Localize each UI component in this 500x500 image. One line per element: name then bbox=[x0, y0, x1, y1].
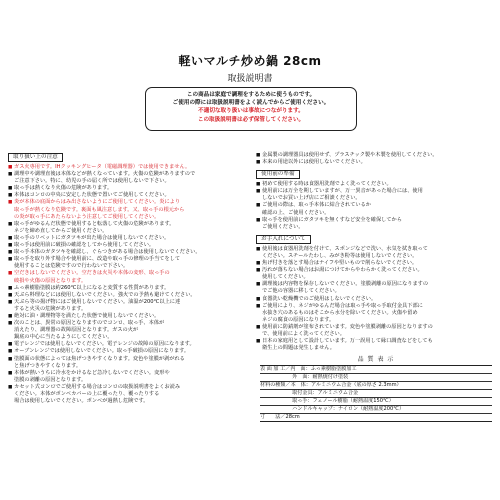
handling-precautions-column bbox=[8, 152, 244, 405]
precaution-item: 破損や火傷の原因となります。 bbox=[14, 277, 87, 284]
right-column bbox=[256, 152, 492, 422]
care-item: ■ 使用後は食器用洗剤を付けて、スポンジなどで洗い、水気を拭き取って bbox=[256, 246, 492, 253]
care-item: ■ 汚れが落ちない場合はお湯につけてからやわらかく洗ってください。 bbox=[256, 267, 492, 274]
before-use-header: 使用前の準備 bbox=[256, 170, 300, 179]
precaution-item: ご注意下さい。特に、幼児の手の届く所では使用しないで下さい。 bbox=[14, 178, 170, 185]
general-list bbox=[256, 152, 492, 166]
precaution-item: と焦げつきやすくなります。 bbox=[14, 362, 82, 369]
before-use-item: ■ ご使用の際は、取っ手本体に結合されているか bbox=[256, 202, 492, 209]
precaution-item: ■ 塗膜面の状態によっては焦げつきやすくなります。変色や塗膜が剥がれる bbox=[8, 356, 244, 363]
care-item: ■ ご使用により、ネジがゆるんだ場合は取っ手や取っ手取付金具下部に bbox=[256, 303, 492, 310]
precaution-item: ■ 取っ手がゆるんだ状態で使用すると転落して火傷の危険があります。 bbox=[8, 221, 244, 228]
precaution-item: ■ 本体が熱いうちに冷水をかけるなど急冷しないでください。変形や bbox=[8, 370, 244, 377]
care-item: 衛生上の問題は発生しません。 bbox=[262, 345, 335, 352]
quality-label-line: 材料の種類／本 体：アルミニウム合金（底の厚さ 2.3mm） bbox=[260, 382, 492, 390]
notice-box bbox=[145, 87, 357, 131]
product-title: 軽いマルチ炒め鍋 28cm bbox=[178, 54, 322, 68]
quality-label-table bbox=[260, 365, 492, 422]
before-use-item: しないでお買い上げ店にご相談ください。 bbox=[262, 195, 361, 202]
precaution-item: ■ 取っ手のリベットにガタツキが出た場合は使用しないでください。 bbox=[8, 235, 244, 242]
precaution-item: 消えたり、調理器の故障原因となります。ガスの火が bbox=[14, 327, 139, 334]
precaution-item: ■ カセット式コンロでご使用する場合はコンロの取扱説明書をよくお読み bbox=[8, 384, 244, 391]
precaution-item: ください。本体がボンベカバーの上に覆ったり、覆ったりする bbox=[14, 391, 160, 397]
precaution-item: 取っ手が熱くなり危険です。裏面も風注意します。又、取っ手の根元から bbox=[14, 206, 185, 213]
precaution-item: ■ 炎が本体の底面からはみ出さないようにご使用してください。炎により bbox=[8, 199, 244, 206]
handling-precautions-header: 取り扱い上の注意 bbox=[8, 153, 63, 162]
notice-line-2: ご使用の際には取扱説明書をよく読んでからご使用ください。 bbox=[172, 100, 330, 107]
notice-line-3: 不適切な取り扱いは事故につながります。 bbox=[198, 108, 304, 115]
care-item: ■ 調理後は内容物を保存しないでください。塗膜剥離の原因になりますの bbox=[256, 281, 492, 288]
quality-label-line: 取っ手：フェノール樹脂（耐熱温度150℃） bbox=[260, 398, 492, 406]
care-item: で、使用前によく洗ってください。 bbox=[262, 330, 345, 337]
quality-label-line: 外 面：耐熱焼付け塗装 bbox=[260, 374, 492, 382]
care-item: ■ 日本の家庭用として設計しています。万一誤用して縁口調査などをしても bbox=[256, 338, 492, 345]
care-item: ネジの腐食の原因になります。 bbox=[262, 316, 335, 323]
precaution-item: すると火災の危険があります。 bbox=[14, 305, 87, 312]
before-use-item: ご使用ください。 bbox=[262, 223, 304, 230]
care-item: ■ 食器洗い乾燥機でのご使用はしないでください。 bbox=[256, 296, 492, 303]
precaution-item: ■ 次のことは、異常の原因となりますのでコンロ、取っ手、本体が bbox=[8, 320, 244, 327]
precaution-item: ■ 絶対に油・調理物等を満たした状態で使用しないでください。 bbox=[8, 313, 244, 320]
precaution-item: ■ 取っ手は使用前に破損の確認をしてから使用してください。 bbox=[8, 242, 244, 249]
care-item: ください。スチールたわし、みがき粉等は使用しないでください。 bbox=[262, 252, 418, 259]
quality-label-line: ハンドルキャップ：ナイロン（耐熱温度200℃） bbox=[260, 406, 492, 414]
precaution-item: ■ 取っ手は熱くなり火傷の危険があります。 bbox=[8, 185, 244, 192]
precaution-item: ■ 電子レンジでは使用しないでください。電子レンジの故障の原因になります。 bbox=[8, 341, 244, 348]
precaution-item: ネジを締め直してからご使用ください。 bbox=[14, 227, 108, 234]
care-item: ■ 使用前に防錆剤が塗布されています。変色や塗膜剥離の原因となりますの bbox=[256, 324, 492, 331]
notice-line-4: この取扱説明書は必ず保管してください。 bbox=[197, 116, 305, 123]
precaution-item: ■ 本体はコンロの中央に安定した状態で置いてご使用してください。 bbox=[8, 192, 244, 199]
manual-subtitle: 取扱説明書 bbox=[227, 74, 273, 84]
precaution-item: ■ 調理中や調理直後は本体などが熱くなっています。火傷の危険がありますので bbox=[8, 171, 244, 178]
precaution-item: ■ ふっ素樹脂塗膜は約260℃以上になると変質する性質があります。 bbox=[8, 285, 244, 292]
general-item: ■ 本来の用途以外には使用しないでください。 bbox=[256, 159, 492, 166]
general-item: ■ 金属製の調理器具は使用せず、プラスチック製や木製を使用してください。 bbox=[256, 152, 492, 159]
care-header: お手入れについて bbox=[256, 235, 311, 244]
precaution-item: ■ オーブンレンジでは使用しないでください。取っ手破損の原因になります。 bbox=[8, 348, 244, 355]
precaution-item: ■ ガス火専用です。IHクッキングヒータ（電磁調理器）では使用できません。 bbox=[8, 164, 244, 171]
care-list bbox=[256, 246, 492, 352]
quality-label bbox=[260, 356, 492, 422]
precaution-item: ■ 天ぷら等の揚げ物にはご使用しないでください。油温が200℃以上に達 bbox=[8, 299, 244, 306]
before-use-item: ■ 初めて使用する時は食器用洗剤でよく洗ってください。 bbox=[256, 181, 492, 188]
precaution-item: 使用することは危険ですので行わないで下さい。 bbox=[14, 263, 129, 270]
precaution-list bbox=[8, 164, 244, 405]
care-item: でご他の容器に移してください。 bbox=[262, 288, 340, 295]
before-use-item: ■ 取っ手を使用前にガタツキを無くすなど安全を確保してから bbox=[256, 217, 492, 224]
quality-label-line: 表 面 加 工／内 面：ふっ素樹脂塗膜加工 bbox=[260, 366, 492, 374]
before-use-list bbox=[256, 181, 492, 231]
precaution-item: 鍋底の中心に当たるようにしてください。 bbox=[14, 334, 113, 341]
precaution-item: ■ 取っ手本体のガタツキを確認し、ぐらつきがある場合は使用しないでください。 bbox=[8, 249, 244, 256]
precaution-item: の炎が取っ手にあたらないよう注意してご使用してください。 bbox=[14, 213, 160, 220]
before-use-item: ■ 使用前には万全を期していますが、万一異音があった場合には、使用 bbox=[256, 188, 492, 195]
before-use-item: 確認の上、ご使用ください。 bbox=[262, 209, 330, 216]
precaution-item: 塗膜の剥離の原因となります。 bbox=[14, 376, 87, 383]
precaution-item: 場合は使用しないでください。ボンベが過熱し危険です。 bbox=[14, 398, 149, 405]
quality-label-line: 寸 法／28cm bbox=[260, 414, 492, 422]
precaution-item: ■ 空だきはしないでください。空だきは火災や本体の変形、取っ手の bbox=[8, 270, 244, 277]
quality-label-title: 品 質 表 示 bbox=[357, 356, 395, 364]
precaution-item: ■ 天ぷら料理などには使用しないでください。強火での予熱も避けてください。 bbox=[8, 292, 244, 299]
care-item: ■ 焦げ付きを落とす場合はナイフや堅いもので削らないでください。 bbox=[256, 260, 492, 267]
care-item: 使用してください。 bbox=[262, 274, 309, 281]
care-item: 水抜き穴のあるものはそこから水分を除いてください。火傷や留め bbox=[262, 309, 418, 316]
precaution-item: ■ 取っ手を取り外す場合や使用前に、改造や取っ手の修理の手当てをして bbox=[8, 256, 244, 263]
quality-label-line: 取付金具：アルミニウム合金 bbox=[260, 390, 492, 398]
notice-line-1: この商品は家庭で調理をするために使うものです。 bbox=[186, 92, 316, 98]
